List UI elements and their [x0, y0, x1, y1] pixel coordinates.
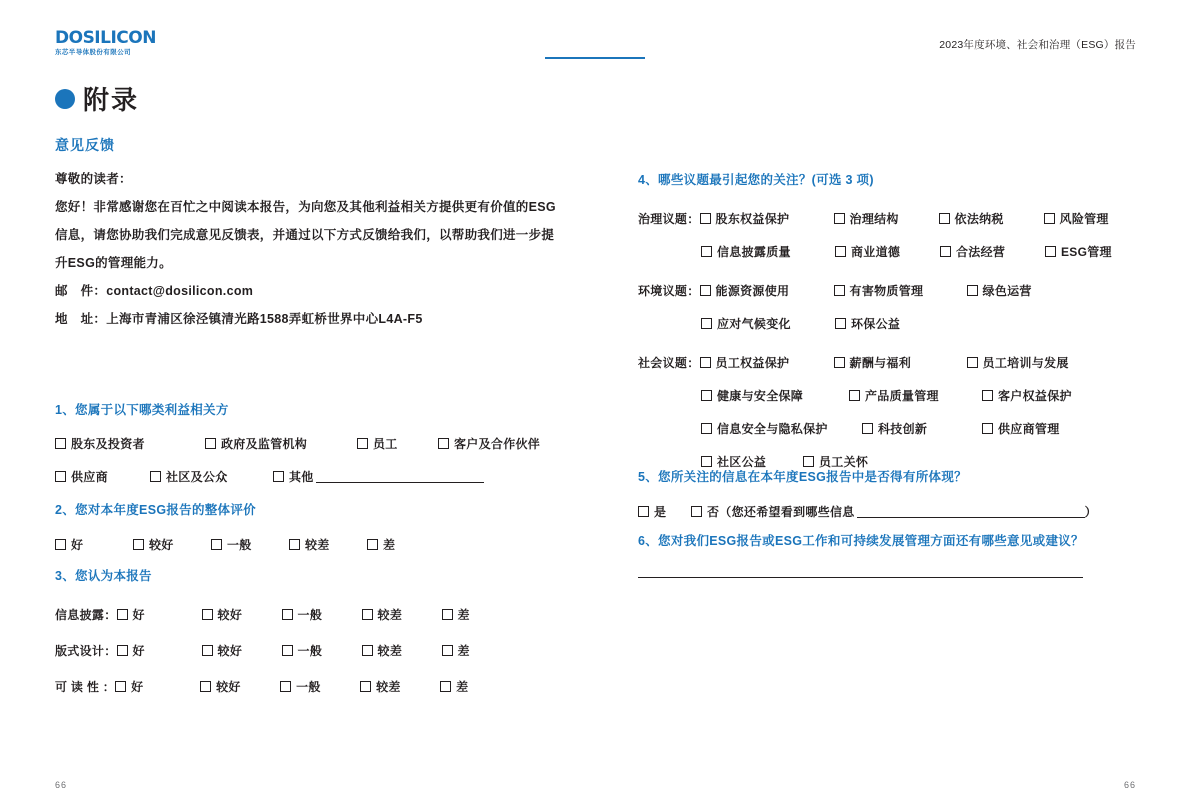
- checkbox-icon[interactable]: [701, 390, 712, 401]
- checkbox-icon[interactable]: [835, 318, 846, 329]
- checkbox-icon[interactable]: [701, 318, 712, 329]
- option-health-safety[interactable]: [701, 387, 849, 404]
- option-label: 供应商管理: [998, 422, 1060, 436]
- group-label-governance: 治理议题：: [638, 212, 700, 226]
- option-green-operation[interactable]: [967, 282, 1032, 299]
- question-1-title: 1、您属于以下哪类利益相关方: [55, 403, 229, 417]
- question-2-options: [55, 536, 575, 553]
- option-label: 商业道德: [851, 245, 901, 259]
- question-1-row-2: [55, 468, 575, 485]
- question-3-title: 3、您认为本报告: [55, 569, 152, 583]
- option-label: 信息安全与隐私保护: [717, 422, 828, 436]
- question-3: [55, 566, 575, 695]
- option-poor[interactable]: [440, 678, 468, 695]
- question-1: [55, 400, 575, 485]
- bullet-icon: [55, 89, 75, 109]
- option-label: 差: [456, 680, 469, 694]
- option-disclosure-quality[interactable]: [701, 243, 835, 260]
- option-esg-management[interactable]: [1045, 243, 1112, 260]
- option-average[interactable]: [282, 606, 362, 623]
- contact-email: 邮 件：contact@dosilicon.com: [55, 284, 254, 298]
- option-customer[interactable]: [438, 435, 540, 452]
- intro-paragraph-3: 升ESG的管理能力。: [55, 256, 172, 270]
- option-fairly-poor[interactable]: [362, 606, 442, 623]
- option-label: 较差: [305, 538, 330, 552]
- checkbox-icon[interactable]: [701, 423, 712, 434]
- checkbox-icon[interactable]: [939, 213, 950, 224]
- option-product-quality[interactable]: [849, 387, 982, 404]
- option-label: 较好: [216, 680, 241, 694]
- footer-page-number-right: 66: [1123, 780, 1136, 790]
- option-good[interactable]: [55, 536, 133, 553]
- option-label: 较差: [377, 644, 403, 658]
- checkbox-icon[interactable]: [211, 539, 222, 550]
- checkbox-icon[interactable]: [982, 423, 993, 434]
- page-title-text: 附录: [83, 85, 140, 115]
- question-2: [55, 500, 575, 553]
- question-5: [638, 467, 1158, 520]
- question-4-social-row-3: [638, 420, 1158, 437]
- option-shareholder-protection[interactable]: [700, 210, 834, 227]
- checkbox-icon[interactable]: [700, 285, 711, 296]
- option-label: 较好: [149, 538, 174, 552]
- header-divider: [545, 57, 645, 59]
- logo-wordmark: DOSILICON: [55, 28, 156, 48]
- question-3-row-layout: [55, 642, 575, 659]
- option-shareholder[interactable]: [55, 435, 205, 452]
- checkbox-icon[interactable]: [862, 423, 873, 434]
- option-label: 否（您还希望看到哪些信息: [707, 505, 855, 519]
- option-label: 风险管理: [1059, 212, 1109, 226]
- checkbox-icon[interactable]: [701, 246, 712, 257]
- option-label: 员工: [373, 437, 398, 451]
- checkbox-icon[interactable]: [202, 609, 213, 620]
- checkbox-icon[interactable]: [360, 681, 371, 692]
- checkbox-icon[interactable]: [638, 506, 649, 517]
- checkbox-icon[interactable]: [117, 609, 128, 620]
- option-good[interactable]: [117, 642, 202, 659]
- option-label: 一般: [297, 644, 323, 658]
- checkbox-icon[interactable]: [150, 471, 161, 482]
- checkbox-icon[interactable]: [967, 285, 978, 296]
- question-4-title: 4、哪些议题最引起您的关注？(可选 3 项): [638, 173, 874, 187]
- checkbox-icon[interactable]: [55, 471, 66, 482]
- option-label: 治理结构: [849, 212, 899, 226]
- intro-salutation: 尊敬的读者：: [55, 172, 132, 186]
- option-no[interactable]: [691, 503, 1097, 520]
- option-hazardous-materials[interactable]: [834, 282, 967, 299]
- option-label: 其他: [289, 470, 314, 484]
- option-label: 健康与安全保障: [717, 389, 804, 403]
- option-average[interactable]: [282, 642, 362, 659]
- option-compensation-benefits[interactable]: [834, 354, 967, 371]
- checkbox-icon[interactable]: [834, 285, 845, 296]
- checkbox-icon[interactable]: [1044, 213, 1055, 224]
- checkbox-icon[interactable]: [940, 246, 951, 257]
- report-title: 2023年度环境、社会和治理（ESG）报告: [939, 39, 1136, 51]
- checkbox-icon[interactable]: [362, 645, 373, 656]
- option-label: 信息披露质量: [717, 245, 791, 259]
- option-technology-innovation[interactable]: [862, 420, 982, 437]
- option-poor[interactable]: [442, 642, 470, 659]
- checkbox-icon[interactable]: [442, 609, 453, 620]
- option-good[interactable]: [117, 606, 202, 623]
- question-3-row-disclosure: [55, 606, 575, 623]
- checkbox-icon[interactable]: [115, 681, 126, 692]
- option-label: 产品质量管理: [865, 389, 939, 403]
- row-label: 信息披露：: [55, 608, 117, 622]
- question-4-governance-row-2: [638, 243, 1158, 260]
- checkbox-icon[interactable]: [200, 681, 211, 692]
- checkbox-icon[interactable]: [273, 471, 284, 482]
- option-label: 客户及合作伙伴: [454, 437, 541, 451]
- option-label: 好: [132, 608, 145, 622]
- question-2-title: 2、您对本年度ESG报告的整体评价: [55, 503, 256, 517]
- option-label: 一般: [296, 680, 321, 694]
- option-average[interactable]: [211, 536, 289, 553]
- option-label: 科技创新: [878, 422, 928, 436]
- intro-paragraph-1: 您好！非常感谢您在百忙之中阅读本报告，为向您及其他利益相关方提供更有价值的ESG: [55, 200, 556, 214]
- checkbox-icon[interactable]: [835, 246, 846, 257]
- checkbox-icon[interactable]: [440, 681, 451, 692]
- option-label: 是: [654, 505, 667, 519]
- option-label: 好: [131, 680, 144, 694]
- other-input-line[interactable]: [316, 470, 484, 483]
- option-label: 应对气候变化: [717, 317, 791, 331]
- question-5-options: [638, 503, 1158, 520]
- option-fairly-good[interactable]: [202, 642, 282, 659]
- option-business-ethics[interactable]: [835, 243, 940, 260]
- checkbox-icon[interactable]: [282, 645, 293, 656]
- checkbox-icon[interactable]: [55, 539, 66, 550]
- option-label: 股东权益保护: [715, 212, 790, 226]
- option-fairly-poor[interactable]: [360, 678, 440, 695]
- option-poor[interactable]: [442, 606, 470, 623]
- option-supplier[interactable]: [55, 468, 150, 485]
- option-fairly-good[interactable]: [133, 536, 211, 553]
- question-5-input-line[interactable]: [857, 505, 1085, 518]
- option-label: 政府及监管机构: [221, 437, 308, 451]
- question-4-social-row-2: [638, 387, 1158, 404]
- checkbox-icon[interactable]: [691, 506, 702, 517]
- row-label: 可 读 性 ：: [55, 680, 116, 694]
- option-label: 社区公益: [717, 455, 767, 469]
- option-label: 股东及投资者: [71, 437, 145, 451]
- option-training-development[interactable]: [967, 354, 1069, 371]
- checkbox-icon[interactable]: [834, 357, 845, 368]
- option-supplier-management[interactable]: [982, 420, 1060, 437]
- option-poor[interactable]: [367, 536, 395, 553]
- group-label-environment: 环境议题：: [638, 284, 700, 298]
- option-label: 较好: [217, 644, 243, 658]
- option-community[interactable]: [150, 468, 273, 485]
- checkbox-icon[interactable]: [438, 438, 449, 449]
- question-4-environment-row-2: [638, 315, 1158, 332]
- group-label-social: 社会议题：: [638, 356, 700, 370]
- option-other[interactable]: [273, 468, 484, 485]
- option-customer-rights[interactable]: [982, 387, 1072, 404]
- option-label: 差: [457, 608, 470, 622]
- option-legal-operation[interactable]: [940, 243, 1045, 260]
- contact-address: 地 址：上海市青浦区徐泾镇清光路1588弄虹桥世界中心L4A-F5: [55, 312, 423, 326]
- option-label: 较差: [376, 680, 401, 694]
- question-4-environment-row-1: [638, 282, 1158, 299]
- option-label: 绿色运营: [982, 284, 1032, 298]
- option-label: 一般: [297, 608, 323, 622]
- option-yes[interactable]: [638, 503, 691, 520]
- checkbox-icon[interactable]: [442, 645, 453, 656]
- checkbox-icon[interactable]: [202, 645, 213, 656]
- option-label: 差: [457, 644, 470, 658]
- option-label: 社区及公众: [166, 470, 228, 484]
- option-label: ESG管理: [1061, 245, 1112, 259]
- checkbox-icon[interactable]: [55, 438, 66, 449]
- checkbox-icon[interactable]: [700, 213, 711, 224]
- checkbox-icon[interactable]: [700, 357, 711, 368]
- checkbox-icon[interactable]: [289, 539, 300, 550]
- checkbox-icon[interactable]: [280, 681, 291, 692]
- option-label: 依法纳税: [954, 212, 1004, 226]
- option-label: 好: [132, 644, 145, 658]
- checkbox-icon[interactable]: [1045, 246, 1056, 257]
- option-label: 客户权益保护: [998, 389, 1072, 403]
- section-subtitle: 意见反馈: [55, 137, 115, 153]
- company-logo: [55, 30, 167, 58]
- option-climate-change[interactable]: [701, 315, 835, 332]
- question-4-social-row-1: [638, 354, 1158, 371]
- option-average[interactable]: [280, 678, 360, 695]
- option-label: 合法经营: [956, 245, 1006, 259]
- option-label: 环保公益: [851, 317, 901, 331]
- logo-subtitle: 东芯半导体股份有限公司: [55, 49, 131, 56]
- option-energy-use[interactable]: [700, 282, 834, 299]
- option-employee-rights[interactable]: [700, 354, 834, 371]
- option-fairly-good[interactable]: [202, 606, 282, 623]
- close-paren: ）: [1084, 505, 1097, 519]
- option-fairly-poor[interactable]: [362, 642, 442, 659]
- intro-block: [55, 165, 575, 333]
- question-5-title: 5、您所关注的信息在本年度ESG报告中是否得有所体现？: [638, 470, 967, 484]
- option-employee[interactable]: [357, 435, 438, 452]
- option-fairly-good[interactable]: [200, 678, 280, 695]
- option-label: 供应商: [71, 470, 108, 484]
- question-4-governance-row-1: [638, 210, 1158, 227]
- question-6: [638, 531, 1088, 578]
- row-label: 版式设计：: [55, 644, 117, 658]
- option-label: 薪酬与福利: [849, 356, 912, 370]
- question-6-input-line[interactable]: [638, 577, 1083, 578]
- page-title: [55, 80, 139, 117]
- checkbox-icon[interactable]: [849, 390, 860, 401]
- option-risk-management[interactable]: [1044, 210, 1109, 227]
- option-label: 一般: [227, 538, 252, 552]
- checkbox-icon[interactable]: [117, 645, 128, 656]
- option-government[interactable]: [205, 435, 357, 452]
- option-governance-structure[interactable]: [834, 210, 939, 227]
- option-label: 好: [71, 538, 84, 552]
- checkbox-icon[interactable]: [803, 456, 814, 467]
- footer-page-number-left: 66: [55, 780, 68, 790]
- option-label: 较好: [217, 608, 243, 622]
- checkbox-icon[interactable]: [834, 213, 845, 224]
- checkbox-icon[interactable]: [282, 609, 293, 620]
- option-label: 有害物质管理: [849, 284, 924, 298]
- option-fairly-poor[interactable]: [289, 536, 367, 553]
- question-6-title: 6、您对我们ESG报告或ESG工作和可持续发展管理方面还有哪些意见或建议？: [638, 534, 1084, 548]
- option-information-security[interactable]: [701, 420, 862, 437]
- intro-paragraph-2: 信息，请您协助我们完成意见反馈表，并通过以下方式反馈给我们，以帮助我们进一步提: [55, 228, 555, 242]
- checkbox-icon[interactable]: [362, 609, 373, 620]
- option-label: 员工关怀: [819, 455, 869, 469]
- checkbox-icon[interactable]: [701, 456, 712, 467]
- option-tax-compliance[interactable]: [939, 210, 1044, 227]
- checkbox-icon[interactable]: [367, 539, 378, 550]
- checkbox-icon[interactable]: [967, 357, 978, 368]
- option-label: 员工权益保护: [715, 356, 790, 370]
- checkbox-icon[interactable]: [205, 438, 216, 449]
- checkbox-icon[interactable]: [133, 539, 144, 550]
- checkbox-icon[interactable]: [982, 390, 993, 401]
- option-environmental-charity[interactable]: [835, 315, 900, 332]
- option-label: 员工培训与发展: [982, 356, 1069, 370]
- question-3-row-readability: [55, 678, 575, 695]
- checkbox-icon[interactable]: [357, 438, 368, 449]
- option-good[interactable]: [115, 678, 200, 695]
- option-label: 差: [383, 538, 396, 552]
- option-label: 较差: [377, 608, 403, 622]
- option-label: 能源资源使用: [715, 284, 790, 298]
- question-1-row-1: [55, 435, 575, 452]
- question-4: [638, 170, 1158, 470]
